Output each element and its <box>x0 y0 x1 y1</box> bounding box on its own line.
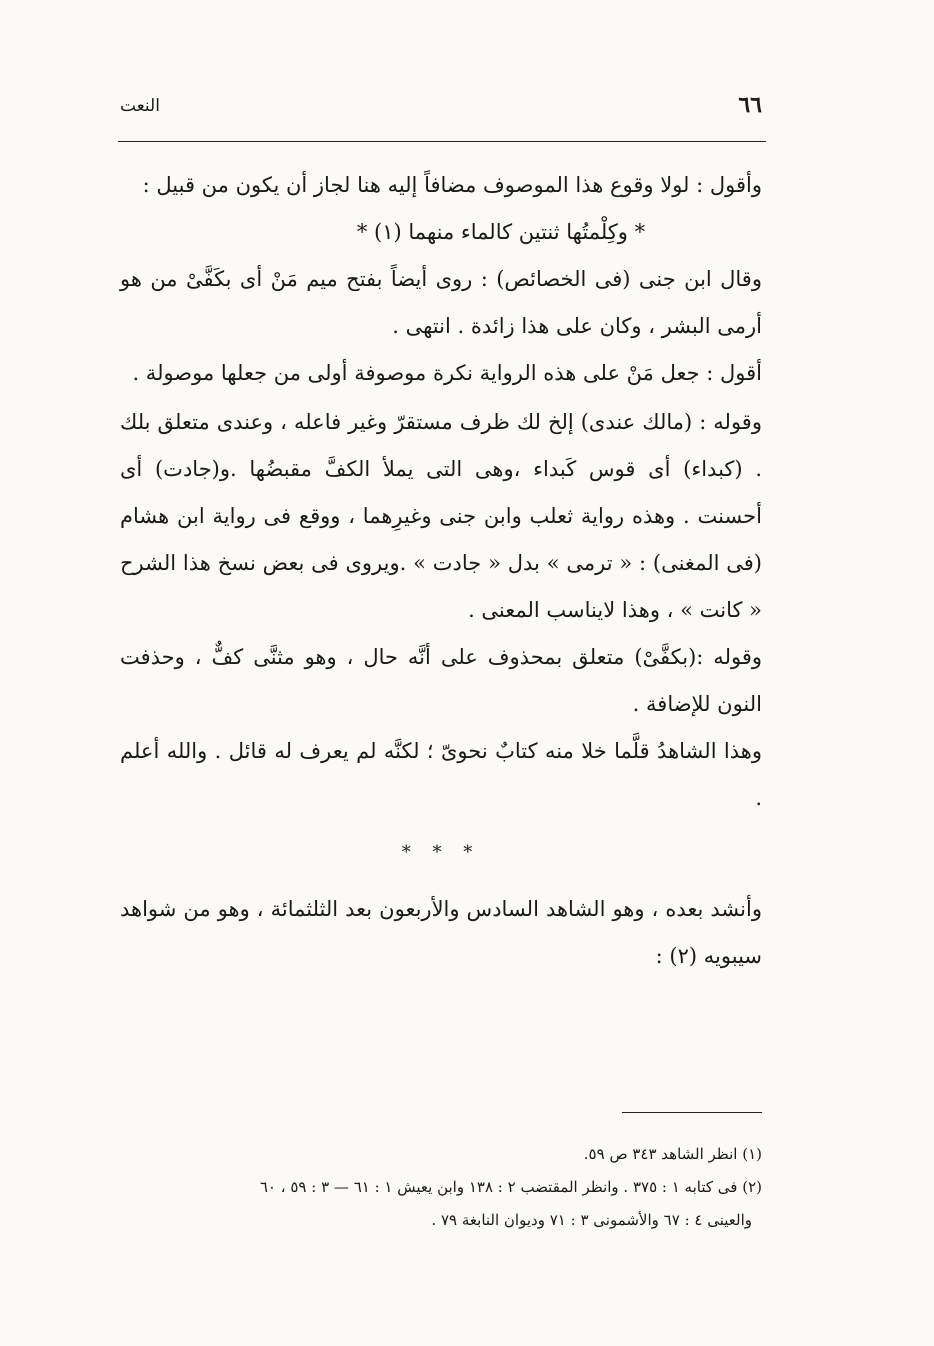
paragraph-7: وأنشد بعده ، وهو الشاهد السادس والأربعون بعد الثلثمائة ، وهو من شواهد سيبويه (٢) : <box>120 897 762 968</box>
section-separator: * * * <box>401 842 481 863</box>
footnote-1: (١) انظر الشاهد ٣٤٣ ص ٥٩. <box>583 1145 762 1163</box>
body-text <box>120 162 762 980</box>
footnote-rule <box>622 1112 762 1113</box>
footnote-2-continued: والعينى ٤ : ٦٧ والأشمونى ٣ : ٧١ وديوان النابغة ٧٩ . <box>431 1211 752 1229</box>
header-rule <box>118 141 766 142</box>
section-title: النعت <box>120 96 160 116</box>
footnote-2: (٢) فى كتابه ١ : ٣٧٥ . وانظر المقتضب ٢ : ١٣٨ وابن يعيش ١ : ٦١ — ٣ : ٥٩ ، ٦٠ <box>259 1178 762 1196</box>
paragraph-4: وقوله : (مالك عندى) إلخ لك ظرف مستقرّ وغير فاعله ، وعندى متعلق بلك . (كبداء) أى قوس كَبداء ،وهى التى يملأ الكفَّ مقبضُها .و(جادت) أى أحسنت . وهذه رواية ثعلب وابن جنى وغيرِهما ، ووقع فى رواية ابن هشام (فى المغنى) : « ترمى » بدل « جادت » .ويروى فى بعض نسخ هذا الشرح « كانت » ، وهذا لايناسب المعنى . <box>120 410 762 622</box>
paragraph-2: وقال ابن جنى (فى الخصائص) : روى أيضاً بفتح ميم مَنْ أى بكَفَّىْ من هو أرمى البشر ، وكان على هذا زائدة . انتهى . <box>120 267 762 338</box>
page-number: ٦٦ <box>738 92 762 118</box>
paragraph-5: وقوله :(بكفَّىْ) متعلق بمحذوف على أنَّه حال ، وهو مثنَّى كفٌّ ، وحذفت النون للإضافة . <box>120 645 762 716</box>
verse-line: * وكِلْمتُها ثنتين كالماء منهما (١) * <box>356 220 646 244</box>
paragraph-3: أقول : جعل مَنْ على هذه الرواية نكرة موصوفة أولى من جعلها موصولة . <box>132 361 762 385</box>
paragraph-1: وأقول : لولا وقوع هذا الموصوف مضافاً إليه هنا لجاز أن يكون من قبيل : <box>142 173 762 197</box>
footnotes <box>120 1138 762 1237</box>
paragraph-6: وهذا الشاهدُ قلَّما خلا منه كتابٌ نحوىّ ؛ لكنَّه لم يعرف له قائل . والله أعلم . <box>120 739 762 810</box>
